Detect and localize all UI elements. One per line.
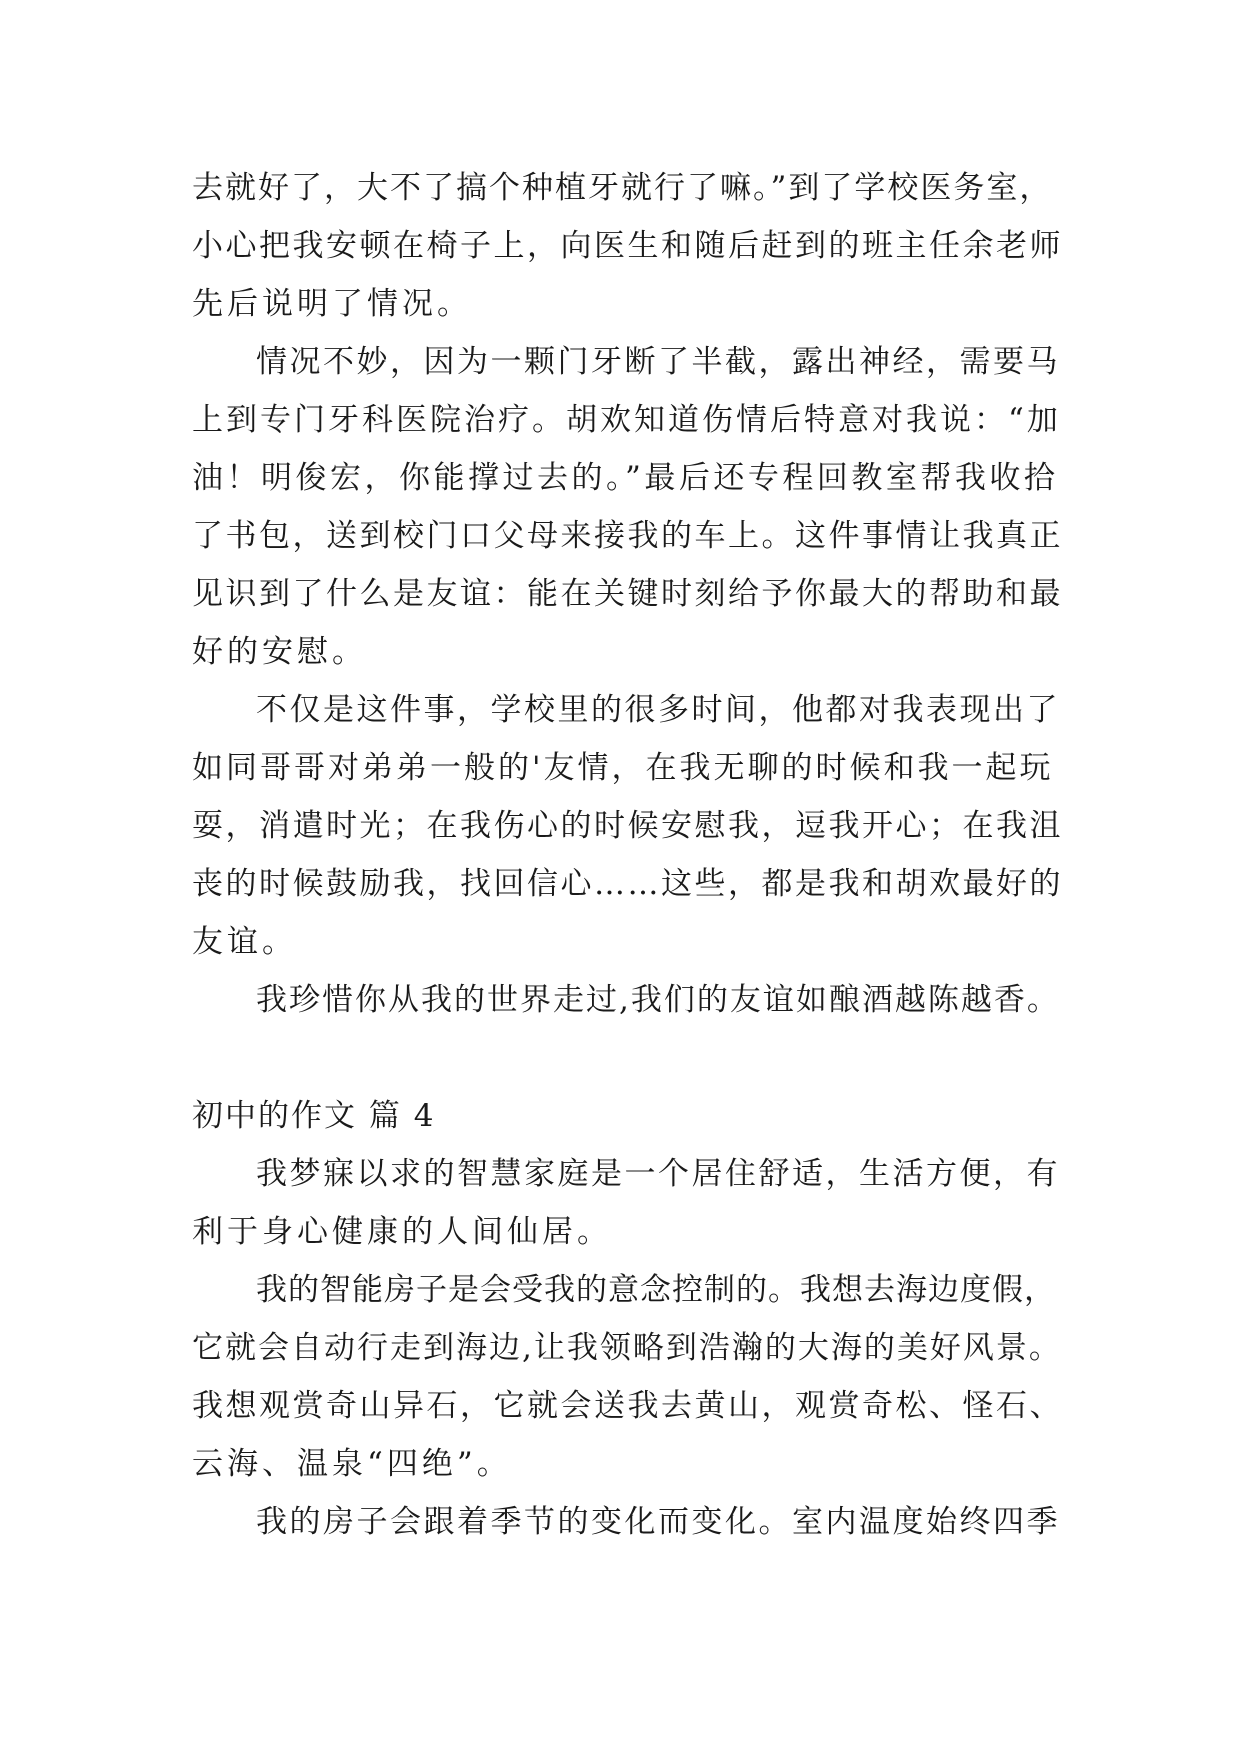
text-line: 它就会自动行走到海边,让我领略到浩瀚的大海的美好风景。 [192, 1330, 1062, 1366]
text-line: 我的智能房子是会受我的意念控制的。我想去海边度假， [256, 1272, 1056, 1308]
text-line: 友谊。 [192, 924, 297, 960]
text-line: 了书包，送到校门口父母来接我的车上。这件事情让我真正 [192, 518, 1063, 554]
text-line: 好的安慰。 [192, 634, 367, 670]
text-line: 去就好了，大不了搞个种植牙就行了嘛。”到了学校医务室， [192, 170, 1053, 206]
text-line: 云海、温泉“四绝”。 [192, 1446, 512, 1482]
text-line: 我想观赏奇山异石，它就会送我去黄山，观赏奇松、怪石、 [192, 1388, 1063, 1424]
text-line: 小心把我安顿在椅子上，向医生和随后赶到的班主任余老师 [192, 228, 1063, 264]
text-line: 我梦寐以求的智慧家庭是一个居住舒适，生活方便，有 [256, 1156, 1060, 1192]
text-line: 我的房子会跟着季节的变化而变化。室内温度始终四季 [256, 1504, 1060, 1540]
text-line: 耍，消遣时光；在我伤心的时候安慰我，逗我开心；在我沮 [192, 808, 1063, 844]
text-line: 如同哥哥对弟弟一般的'友情，在我无聊的时候和我一起玩 [192, 750, 1054, 786]
text-line: 不仅是这件事，学校里的很多时间，他都对我表现出了 [256, 692, 1060, 728]
text-line: 上到专门牙科医院治疗。胡欢知道伤情后特意对我说：“加 [192, 402, 1061, 438]
text-line: 我珍惜你从我的世界走过,我们的友谊如酿酒越陈越香。 [256, 982, 1060, 1018]
text-line: 油！明俊宏，你能撑过去的。”最后还专程回教室帮我收拾 [192, 460, 1059, 496]
text-line: 见识到了什么是友谊：能在关键时刻给予你最大的帮助和最 [192, 576, 1063, 612]
section-heading: 初中的作文 篇 4 [192, 1098, 436, 1134]
text-line: 利于身心健康的人间仙居。 [192, 1214, 612, 1250]
text-line: 先后说明了情况。 [192, 286, 472, 322]
text-line: 丧的时候鼓励我，找回信心……这些，都是我和胡欢最好的 [192, 866, 1063, 902]
text-line: 情况不妙，因为一颗门牙断了半截，露出神经，需要马 [256, 344, 1060, 380]
